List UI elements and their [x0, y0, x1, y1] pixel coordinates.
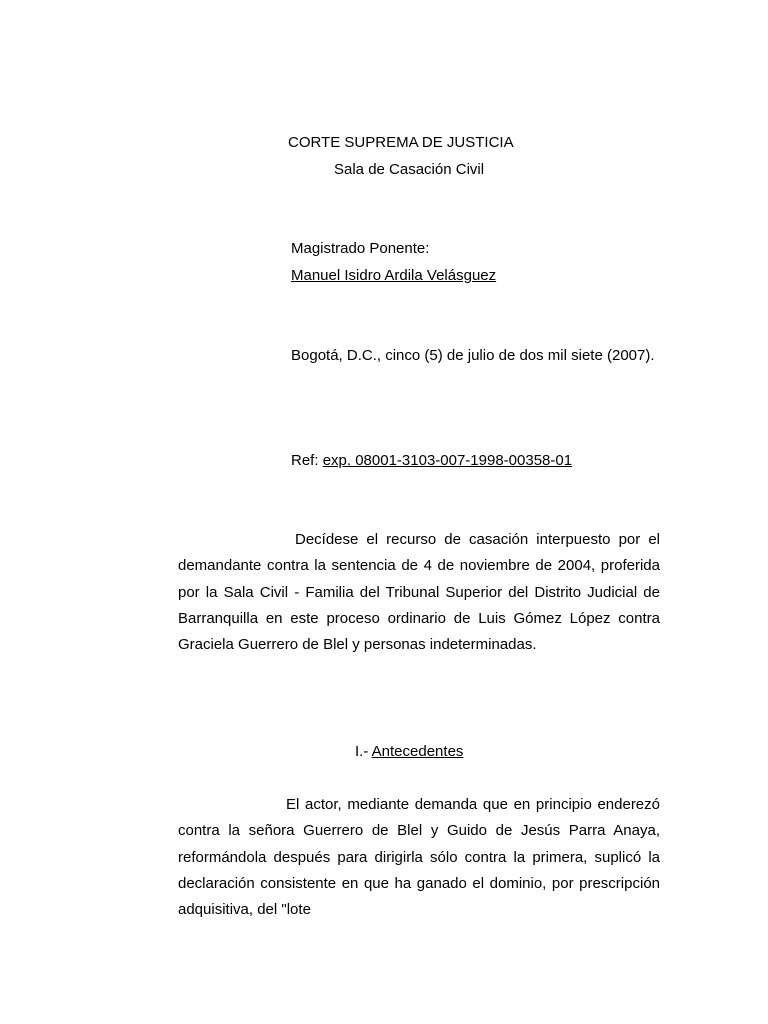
reference-line: [291, 452, 572, 470]
section-number: I.-: [355, 743, 372, 760]
reference-number: exp. 08001-3103-007-1998-00358-01: [322, 452, 573, 469]
magistrate-name: Manuel Isidro Ardila Velásguez: [291, 267, 497, 284]
section-title: Antecedentes: [371, 743, 464, 760]
intro-paragraph: Decídese el recurso de casación interpuesto por el demandante contra la sentencia de 4 de noviembre de 2004, proferida por la Sala Civil - Familia del Tribunal Superior del Distrito Judicial de Barranquilla en este proceso ordinario de Luis Gómez López contra Graciela Guerrero de Blel y personas indeterminadas.: [178, 531, 660, 654]
chamber-title: Sala de Casación Civil: [334, 161, 485, 178]
court-title: CORTE SUPREMA DE JUSTICIA: [288, 134, 514, 151]
magistrate-label: Magistrado Ponente:: [291, 240, 430, 257]
reference-label: Ref:: [291, 452, 323, 469]
section-heading: [355, 743, 463, 761]
antecedentes-paragraph: El actor, mediante demanda que en principio enderezó contra la señora Guerrero de Blel y Guido de Jesús Parra Anaya, reformándola después para dirigirla sólo contra la primera, suplicó la declaración consistente en que ha ganado el dominio, por prescripción adquisitiva, del "lote: [178, 796, 660, 919]
date-line: Bogotá, D.C., cinco (5) de julio de dos mil siete (2007).: [291, 347, 655, 364]
